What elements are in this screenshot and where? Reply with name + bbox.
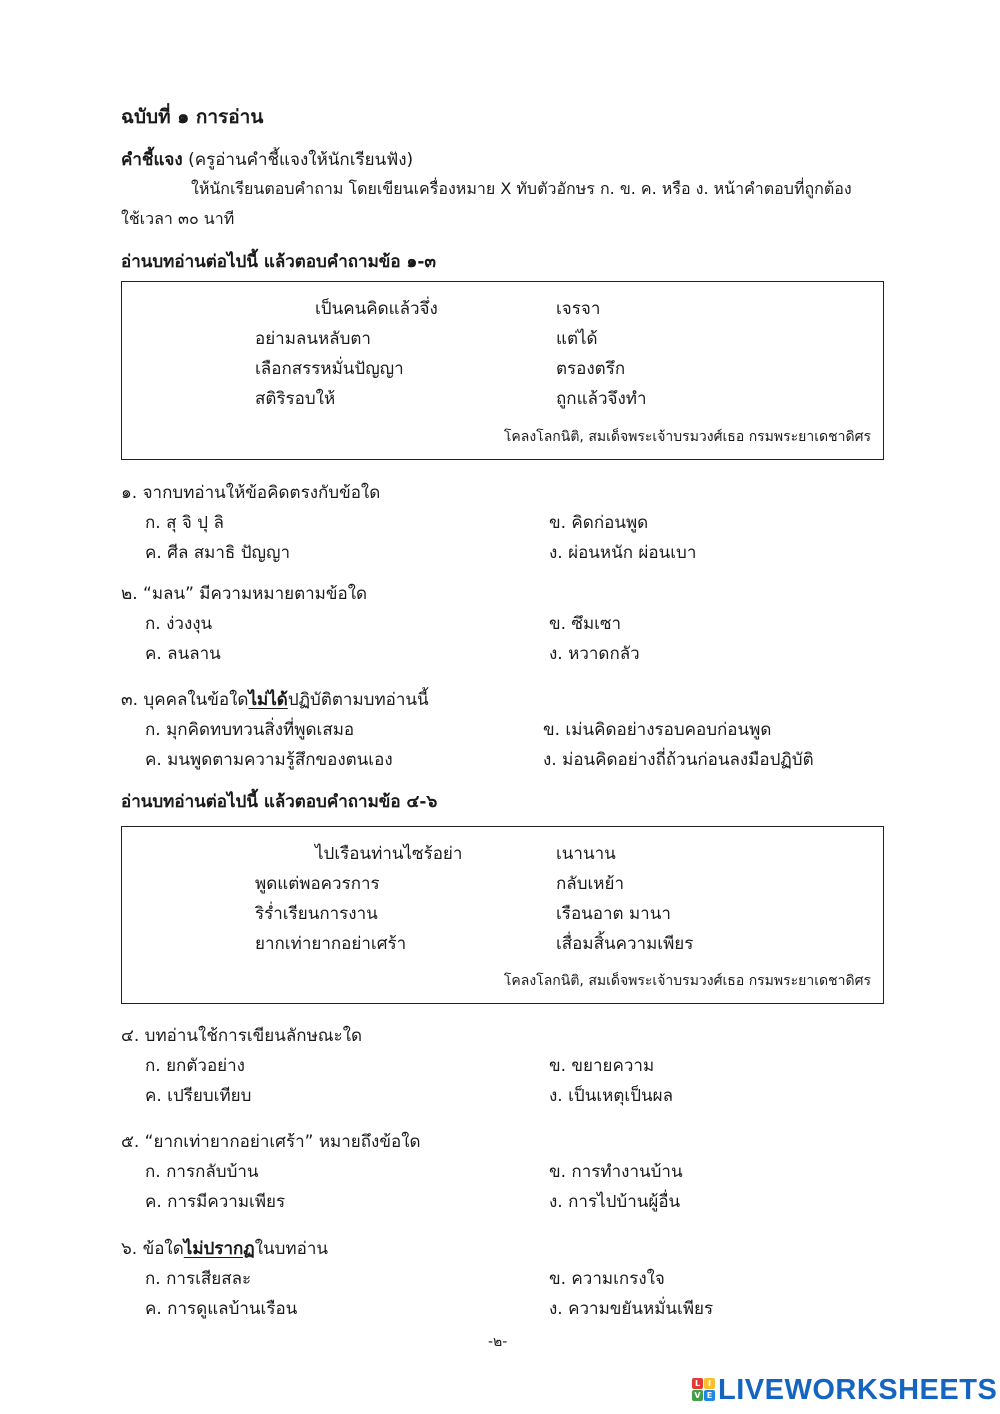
question-3	[121, 686, 429, 713]
poem-line-right: เนานาน	[556, 844, 616, 864]
option-b[interactable]: ข. คิดก่อนพูด	[549, 513, 649, 533]
logo-square: E	[704, 1390, 715, 1401]
option-c[interactable]: ค. มนพูดตามความรู้สึกของตนเอง	[145, 750, 393, 770]
question-4: ๔. บทอ่านใช้การเขียนลักษณะใด	[121, 1026, 363, 1046]
section-2-heading: อ่านบทอ่านต่อไปนี้ แล้วตอบคำถามข้อ ๔-๖	[121, 792, 438, 812]
option-b[interactable]: ข. ซึมเซา	[549, 614, 622, 634]
option-d[interactable]: ง. เป็นเหตุเป็นผล	[549, 1086, 673, 1106]
option-a[interactable]: ก. การกลับบ้าน	[145, 1162, 259, 1182]
poem-line-right: แต่ได้	[556, 329, 598, 349]
poem-line-right: เจรจา	[556, 299, 601, 319]
option-c[interactable]: ค. เปรียบเทียบ	[145, 1086, 252, 1106]
poem-line-left: เลือกสรรหมั่นปัญญา	[255, 359, 404, 379]
poem-line-left: อย่ามลนหลับตา	[255, 329, 371, 349]
option-b[interactable]: ข. ความเกรงใจ	[549, 1269, 665, 1289]
option-c[interactable]: ค. ศีล สมาธิ ปัญญา	[145, 543, 291, 563]
instruction-label: คำชี้แจง	[121, 150, 183, 170]
logo-square: V	[692, 1390, 703, 1401]
poem-line-right: เสื่อมสิ้นความเพียร	[556, 934, 694, 954]
logo-wordmark: LIVEWORKSHEETS	[718, 1374, 998, 1406]
option-d[interactable]: ง. ความขยันหมั่นเพียร	[549, 1299, 714, 1319]
logo-square: L	[692, 1378, 703, 1389]
option-b[interactable]: ข. เม่นคิดอย่างรอบคอบก่อนพูด	[543, 720, 772, 740]
section-1-heading: อ่านบทอ่านต่อไปนี้ แล้วตอบคำถามข้อ ๑-๓	[121, 252, 437, 272]
option-a[interactable]: ก. ง่วงงุน	[145, 614, 213, 634]
option-d[interactable]: ง. ผ่อนหนัก ผ่อนเบา	[549, 543, 697, 563]
option-d[interactable]: ง. หวาดกลัว	[549, 644, 640, 664]
poem-line-left: ยากเท่ายากอย่าเศร้า	[255, 934, 407, 954]
logo-square: I	[704, 1378, 715, 1389]
instruction-header	[121, 146, 413, 173]
question-5: ๕. “ยากเท่ายากอย่าเศร้า” หมายถึงข้อใด	[121, 1132, 421, 1152]
option-a[interactable]: ก. สุ จิ ปุ ลิ	[145, 513, 224, 533]
page-number: -๒-	[488, 1334, 508, 1350]
option-c[interactable]: ค. ลนลาน	[145, 644, 221, 664]
poem-line-left: เป็นคนคิดแล้วจึ่ง	[315, 299, 438, 319]
poem-line-left: สติริรอบให้	[255, 389, 336, 409]
poem-line-right: เรือนอาต มานา	[556, 904, 671, 924]
question-text: ในบทอ่าน	[254, 1239, 329, 1259]
option-c[interactable]: ค. การมีความเพียร	[145, 1192, 286, 1212]
option-a[interactable]: ก. การเสียสละ	[145, 1269, 252, 1289]
worksheet-title: ฉบับที่ ๑ การอ่าน	[121, 106, 264, 128]
option-a[interactable]: ก. มุกคิดทบทวนสิ่งที่พูดเสมอ	[145, 720, 355, 740]
question-1: ๑. จากบทอ่านให้ข้อคิดตรงกับข้อใด	[121, 483, 381, 503]
option-a[interactable]: ก. ยกตัวอย่าง	[145, 1056, 245, 1076]
option-b[interactable]: ข. ขยายความ	[549, 1056, 655, 1076]
poem-line-left: ไปเรือนท่านไซร้อย่า	[315, 844, 463, 864]
poem-source: โคลงโลกนิติ, สมเด็จพระเจ้าบรมวงศ์เธอ กรมพระยาเดชาดิศร	[503, 973, 871, 989]
instruction-note: (ครูอ่านคำชี้แจงให้นักเรียนฟัง)	[182, 150, 414, 170]
question-emphasis: ไม่ปรากฏ	[183, 1239, 255, 1259]
question-text: ๓. บุคคลในข้อใด	[121, 690, 249, 710]
poem-line-right: กลับเหย้า	[556, 874, 625, 894]
question-text: ๖. ข้อใด	[121, 1239, 184, 1259]
poem-line-left: พูดแต่พอควรการ	[255, 874, 380, 894]
poem-line-right: ถูกแล้วจึงทำ	[556, 389, 647, 409]
question-text: ปฏิบัติตามบทอ่านนี้	[287, 690, 429, 710]
option-d[interactable]: ง. ม่อนคิดอย่างถี่ถ้วนก่อนลงมือปฏิบัติ	[543, 750, 814, 770]
poem-box-1	[121, 281, 884, 460]
poem-line-left: ริร่ำเรียนการงาน	[255, 904, 378, 924]
option-c[interactable]: ค. การดูแลบ้านเรือน	[145, 1299, 298, 1319]
question-6	[121, 1235, 328, 1262]
instruction-line-1: ให้นักเรียนตอบคำถาม โดยเขียนเครื่องหมาย X ทับตัวอักษร ก. ข. ค. หรือ ง. หน้าคำตอบที่ถูกต้อง	[191, 179, 852, 198]
option-d[interactable]: ง. การไปบ้านผู้อื่น	[549, 1192, 681, 1212]
question-2: ๒. “มลน” มีความหมายตามข้อใด	[121, 584, 368, 604]
poem-source: โคลงโลกนิติ, สมเด็จพระเจ้าบรมวงศ์เธอ กรมพระยาเดชาดิศร	[503, 429, 871, 445]
poem-line-right: ตรองตรึก	[556, 359, 626, 379]
poem-box-2	[121, 826, 884, 1004]
option-b[interactable]: ข. การทำงานบ้าน	[549, 1162, 683, 1182]
question-emphasis: ไม่ได้	[248, 690, 288, 710]
instruction-line-2: ใช้เวลา ๓๐ นาที	[121, 209, 235, 228]
